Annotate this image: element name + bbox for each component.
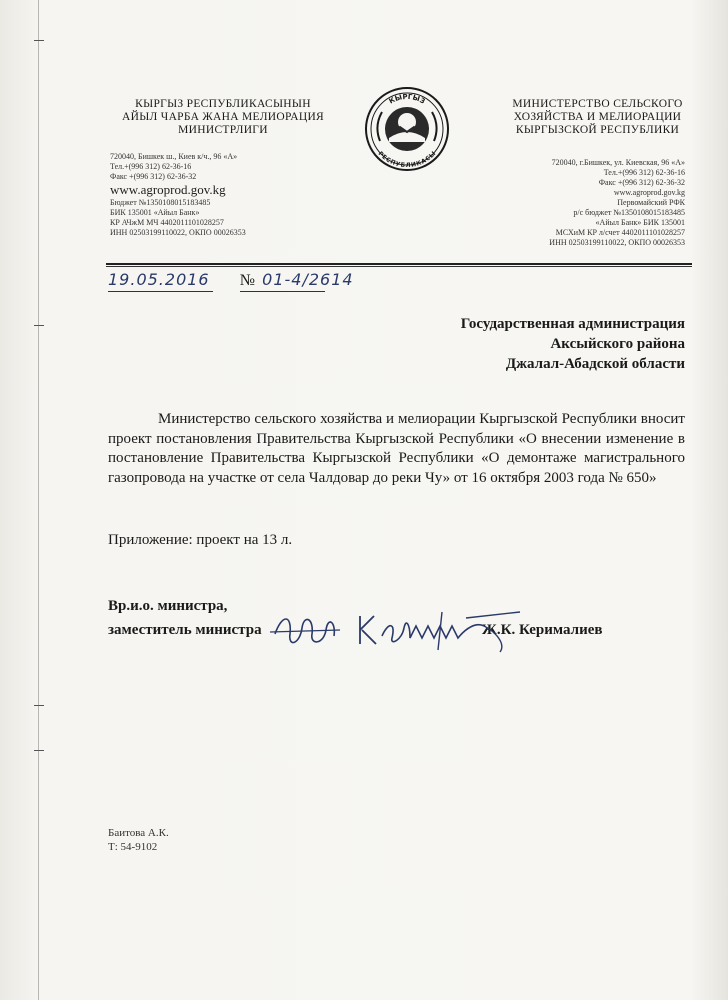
header-right-line: КЫРГЫЗСКОЙ РЕСПУБЛИКИ: [515, 124, 680, 136]
header-right-russian: [495, 98, 700, 137]
letter-body: [108, 410, 685, 488]
bank-line: БИК 135001 «Айыл Банк»: [110, 208, 200, 217]
executor-phone: Т: 54-9102: [108, 841, 158, 853]
svg-text:РЕСПУБЛИКАСЫ: [377, 150, 438, 169]
address-line: Факс +(996 312) 62-36-32: [110, 172, 197, 181]
header-left-line: КЫРГЫЗ РЕСПУБЛИКАСЫНЫН: [135, 98, 311, 110]
executor-block: [108, 826, 169, 854]
binder-mark: [34, 750, 44, 751]
binder-mark: [34, 40, 44, 41]
signatory-name: Ж.К. Керималиев: [482, 622, 603, 638]
binder-line: [38, 0, 39, 1000]
header-divider: [106, 263, 692, 265]
website-link[interactable]: www.agroprod.gov.kg: [110, 182, 226, 197]
header-right-line: ХОЗЯЙСТВА И МЕЛИОРАЦИИ: [513, 111, 682, 123]
address-line: МСХиМ КР л/счет 4402011101028257: [555, 228, 685, 237]
recipient-line: Джалал-Абадской области: [505, 356, 685, 372]
svg-text:КЫРГЫЗ: [388, 93, 427, 106]
header-left-kyrgyz: [108, 98, 338, 137]
address-line: www.agroprod.gov.kg: [613, 188, 685, 197]
state-emblem-icon: [364, 86, 450, 172]
signatory-role: Вр.и.о. министра,: [108, 598, 228, 614]
bank-line: Бюджет №1350108015183485: [110, 198, 211, 207]
emblem-top-text: КЫРГЫЗ: [387, 92, 427, 106]
number-underline: [240, 291, 325, 292]
recipient-line: Государственная администрация: [460, 316, 685, 332]
emblem-bottom-text: РЕСПУБЛИКАСЫ: [376, 150, 438, 170]
header-divider-thin: [106, 266, 692, 267]
handwritten-signature-icon: [270, 604, 530, 654]
binder-mark: [34, 325, 44, 326]
address-line: р/с бюджет №1350108015183485: [573, 208, 685, 217]
recipient-line: Аксыйского района: [550, 336, 685, 352]
binder-mark: [34, 705, 44, 706]
address-line: Тел.+(996 312) 62-36-16: [110, 162, 192, 171]
executor-name: Баитова А.К.: [108, 827, 169, 839]
reference-number: 01-4/2614: [262, 270, 354, 289]
reference-date: 19.05.2016: [108, 270, 210, 289]
header-right-line: МИНИСТЕРСТВО СЕЛЬСКОГО: [512, 98, 683, 110]
letter-body-text: Министерство сельского хозяйства и мелиорации Кыргызской Республики вносит проект постановления Правительства Кыргызской Республики «О внесении изменение в постановление Правительства Кыргызской Республики «О демонтаже магистрального газопровода на участке от села Чалдовар до реки Чу» от 16 октября 2003 года № 650»: [108, 411, 685, 486]
bank-line: ИНН 02503199110022, ОКПО 00026353: [110, 228, 246, 237]
header-left-line: АЙЫЛ ЧАРБА ЖАНА МЕЛИОРАЦИЯ: [121, 111, 325, 123]
recipient-block: [380, 314, 685, 374]
reference-number-prefix: №: [239, 272, 257, 289]
signatory-role-deputy: заместитель министра: [108, 622, 262, 638]
address-line: «Айыл Банк» БИК 135001: [595, 218, 685, 227]
address-line: Факс +(996 312) 62-36-32: [598, 178, 685, 187]
address-block-right: [500, 158, 685, 248]
address-block-left: [110, 152, 300, 238]
address-line: 720040, г.Бишкек, ул. Киевская, 96 «А»: [551, 158, 685, 167]
attachment-note: Приложение: проект на 13 л.: [108, 532, 293, 548]
reference-line: [108, 270, 354, 290]
bank-line: КР АЧжМ МЧ 4402011101028257: [110, 218, 224, 227]
address-line: 720040, Бишкек ш., Киев к/ч., 96 «А»: [110, 152, 238, 161]
address-line: Первомайский РФК: [617, 198, 685, 207]
date-underline: [108, 291, 213, 292]
header-left-line: МИНИСТРЛИГИ: [178, 124, 268, 136]
address-line: Тел.+(996 312) 62-36-16: [603, 168, 685, 177]
address-line: ИНН 02503199110022, ОКПО 00026353: [549, 238, 685, 247]
